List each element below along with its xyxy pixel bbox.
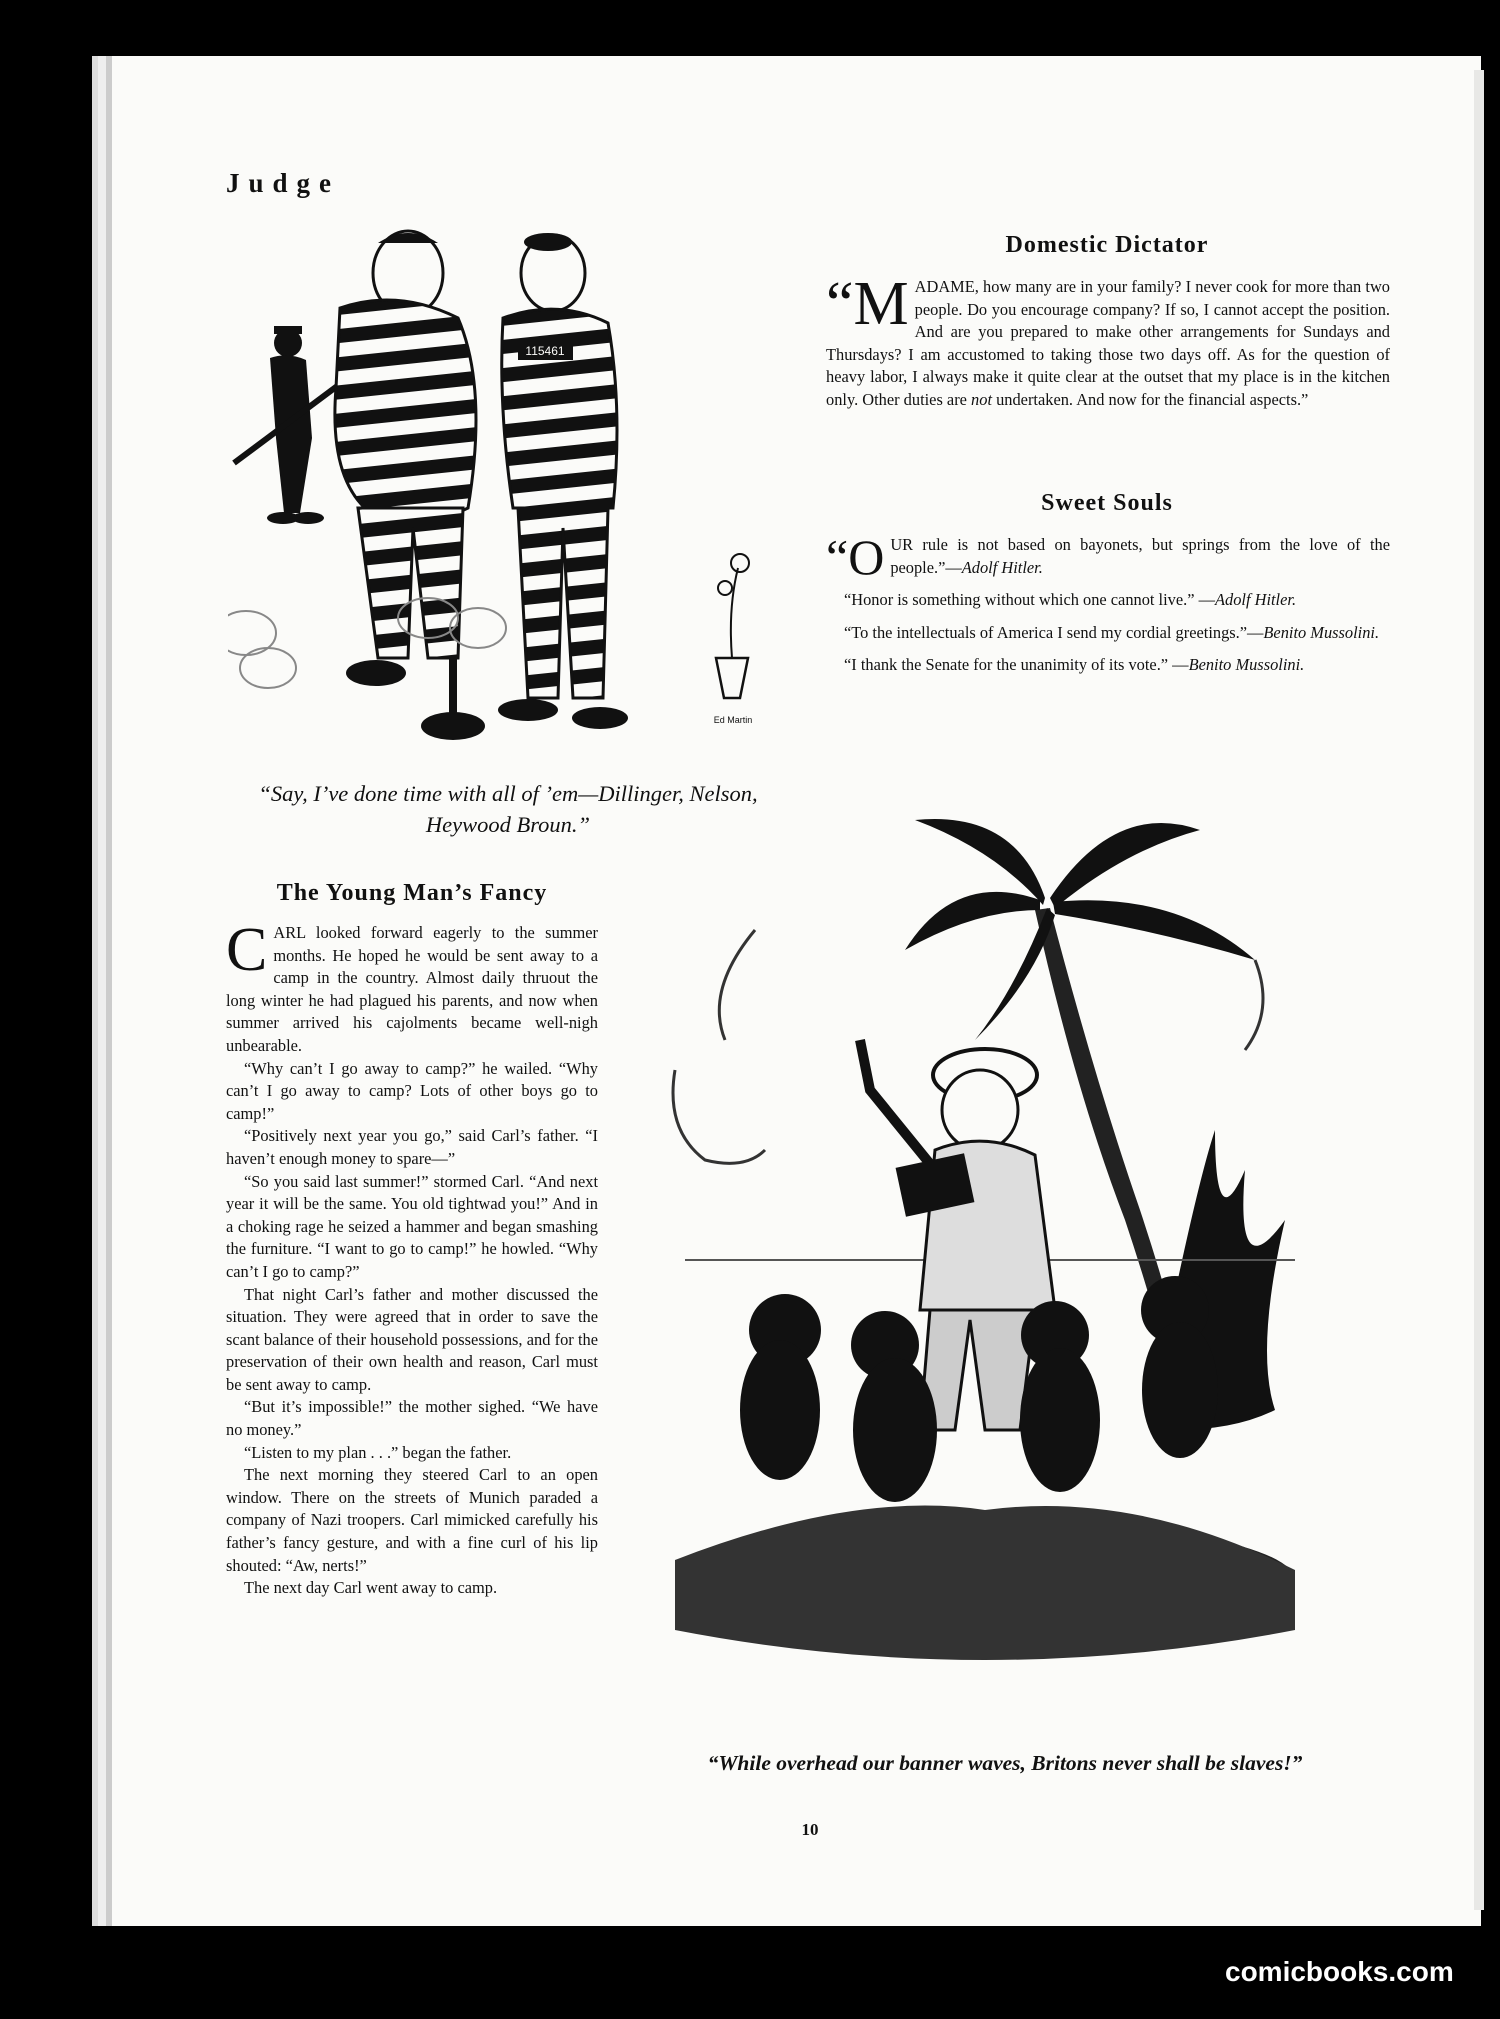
domestic-dictator-title: Domestic Dictator <box>1005 232 1209 258</box>
thin-prisoner <box>498 233 628 729</box>
page-edge <box>1474 70 1484 1910</box>
guard-figure <box>234 326 348 524</box>
drop-cap-o: “O <box>826 529 885 585</box>
drop-cap-c: C <box>226 916 268 984</box>
prisoners-cartoon <box>228 228 788 758</box>
sweet-souls-text: “O UR rule is not based on bayonets, but springs from the love of the people.”—Adolf Hitler. “Honor is something without which one cannot live.” —Adolf Hitler. “To the intellectuals of America I send my cordial greetings.”—Benito Mussolini. “I thank the Senate for the unanimity of its vote.” —Benito Mussolini. <box>826 529 1390 675</box>
prisoner-number: 115461 <box>525 344 565 358</box>
palm-tree-cartoon <box>655 790 1315 1715</box>
young-mans-fancy-title: The Young Man’s Fancy <box>276 880 548 906</box>
sweet-souls-title: Sweet Souls <box>1041 490 1173 516</box>
cartoon1-caption: “Say, I’ve done time with all of ’em—Dillinger, Nelson, Heywood Broun.” <box>258 781 758 837</box>
fat-prisoner <box>335 231 485 740</box>
artist-signature: Ed Martin <box>713 715 753 725</box>
domestic-dictator-text: “M ADAME, how many are in your family? I never cook for more than two people. Do you encourage company? If so, I cannot accept the position. And are you prepared to make other arrangements for Sundays and Thursdays? I am accustomed to taking those two days off. As for the question of heavy labor, I always make it quite clear at the outset that my place is in the kitchen only. Other duties are not undertaken. And now for the financial aspects.” <box>826 270 1390 409</box>
page-number: 10 <box>801 1820 819 1839</box>
young-mans-fancy-text: CARL looked forward eagerly to the summer months. He hoped he would be sent away to a camp in the country. Almost daily thruout the long winter he had plagued his parents, and now when summer arrived his cajolments became well-nigh unbearable. “Why can’t I go away to camp?” he wailed. “Why can’t I go away to camp? Lots of other boys go to camp!” “Positively next year you go,” said Carl’s father. “I haven’t enough money to spare—” “So you said last summer!” stormed Carl. “And next year it will be the same. You old tightwad you!” And in a choking rage he seized a hammer and began smashing the furniture. “I want to go to camp!” he howled. “Why can’t I go to camp?” That night Carl’s father and mother discussed the situation. They were agreed that in order to save the scant balance of their household possessions, and for the preservation of their own health and reason, Carl must be sent away to camp. “But it’s impossible!” the mother sighed. “We have no money.” “Listen to my plan . . .” began the father. The next morning they steered Carl to an open window. There on the streets of Munich paraded a company of Nazi troopers. Carl mimicked carefully his father’s fancy gesture, and with a fine curl of his lip shouted: “Aw, nerts!” The next day Carl went away to camp. <box>226 916 598 1598</box>
magazine-header: Judge <box>226 168 341 198</box>
watermark: comicbooks.com <box>1225 1956 1454 1987</box>
drop-cap-m: “M <box>826 270 909 338</box>
cartoon2-caption: “While overhead our banner waves, Britons never shall be slaves!” <box>707 1751 1303 1775</box>
flower-pot <box>716 554 749 698</box>
